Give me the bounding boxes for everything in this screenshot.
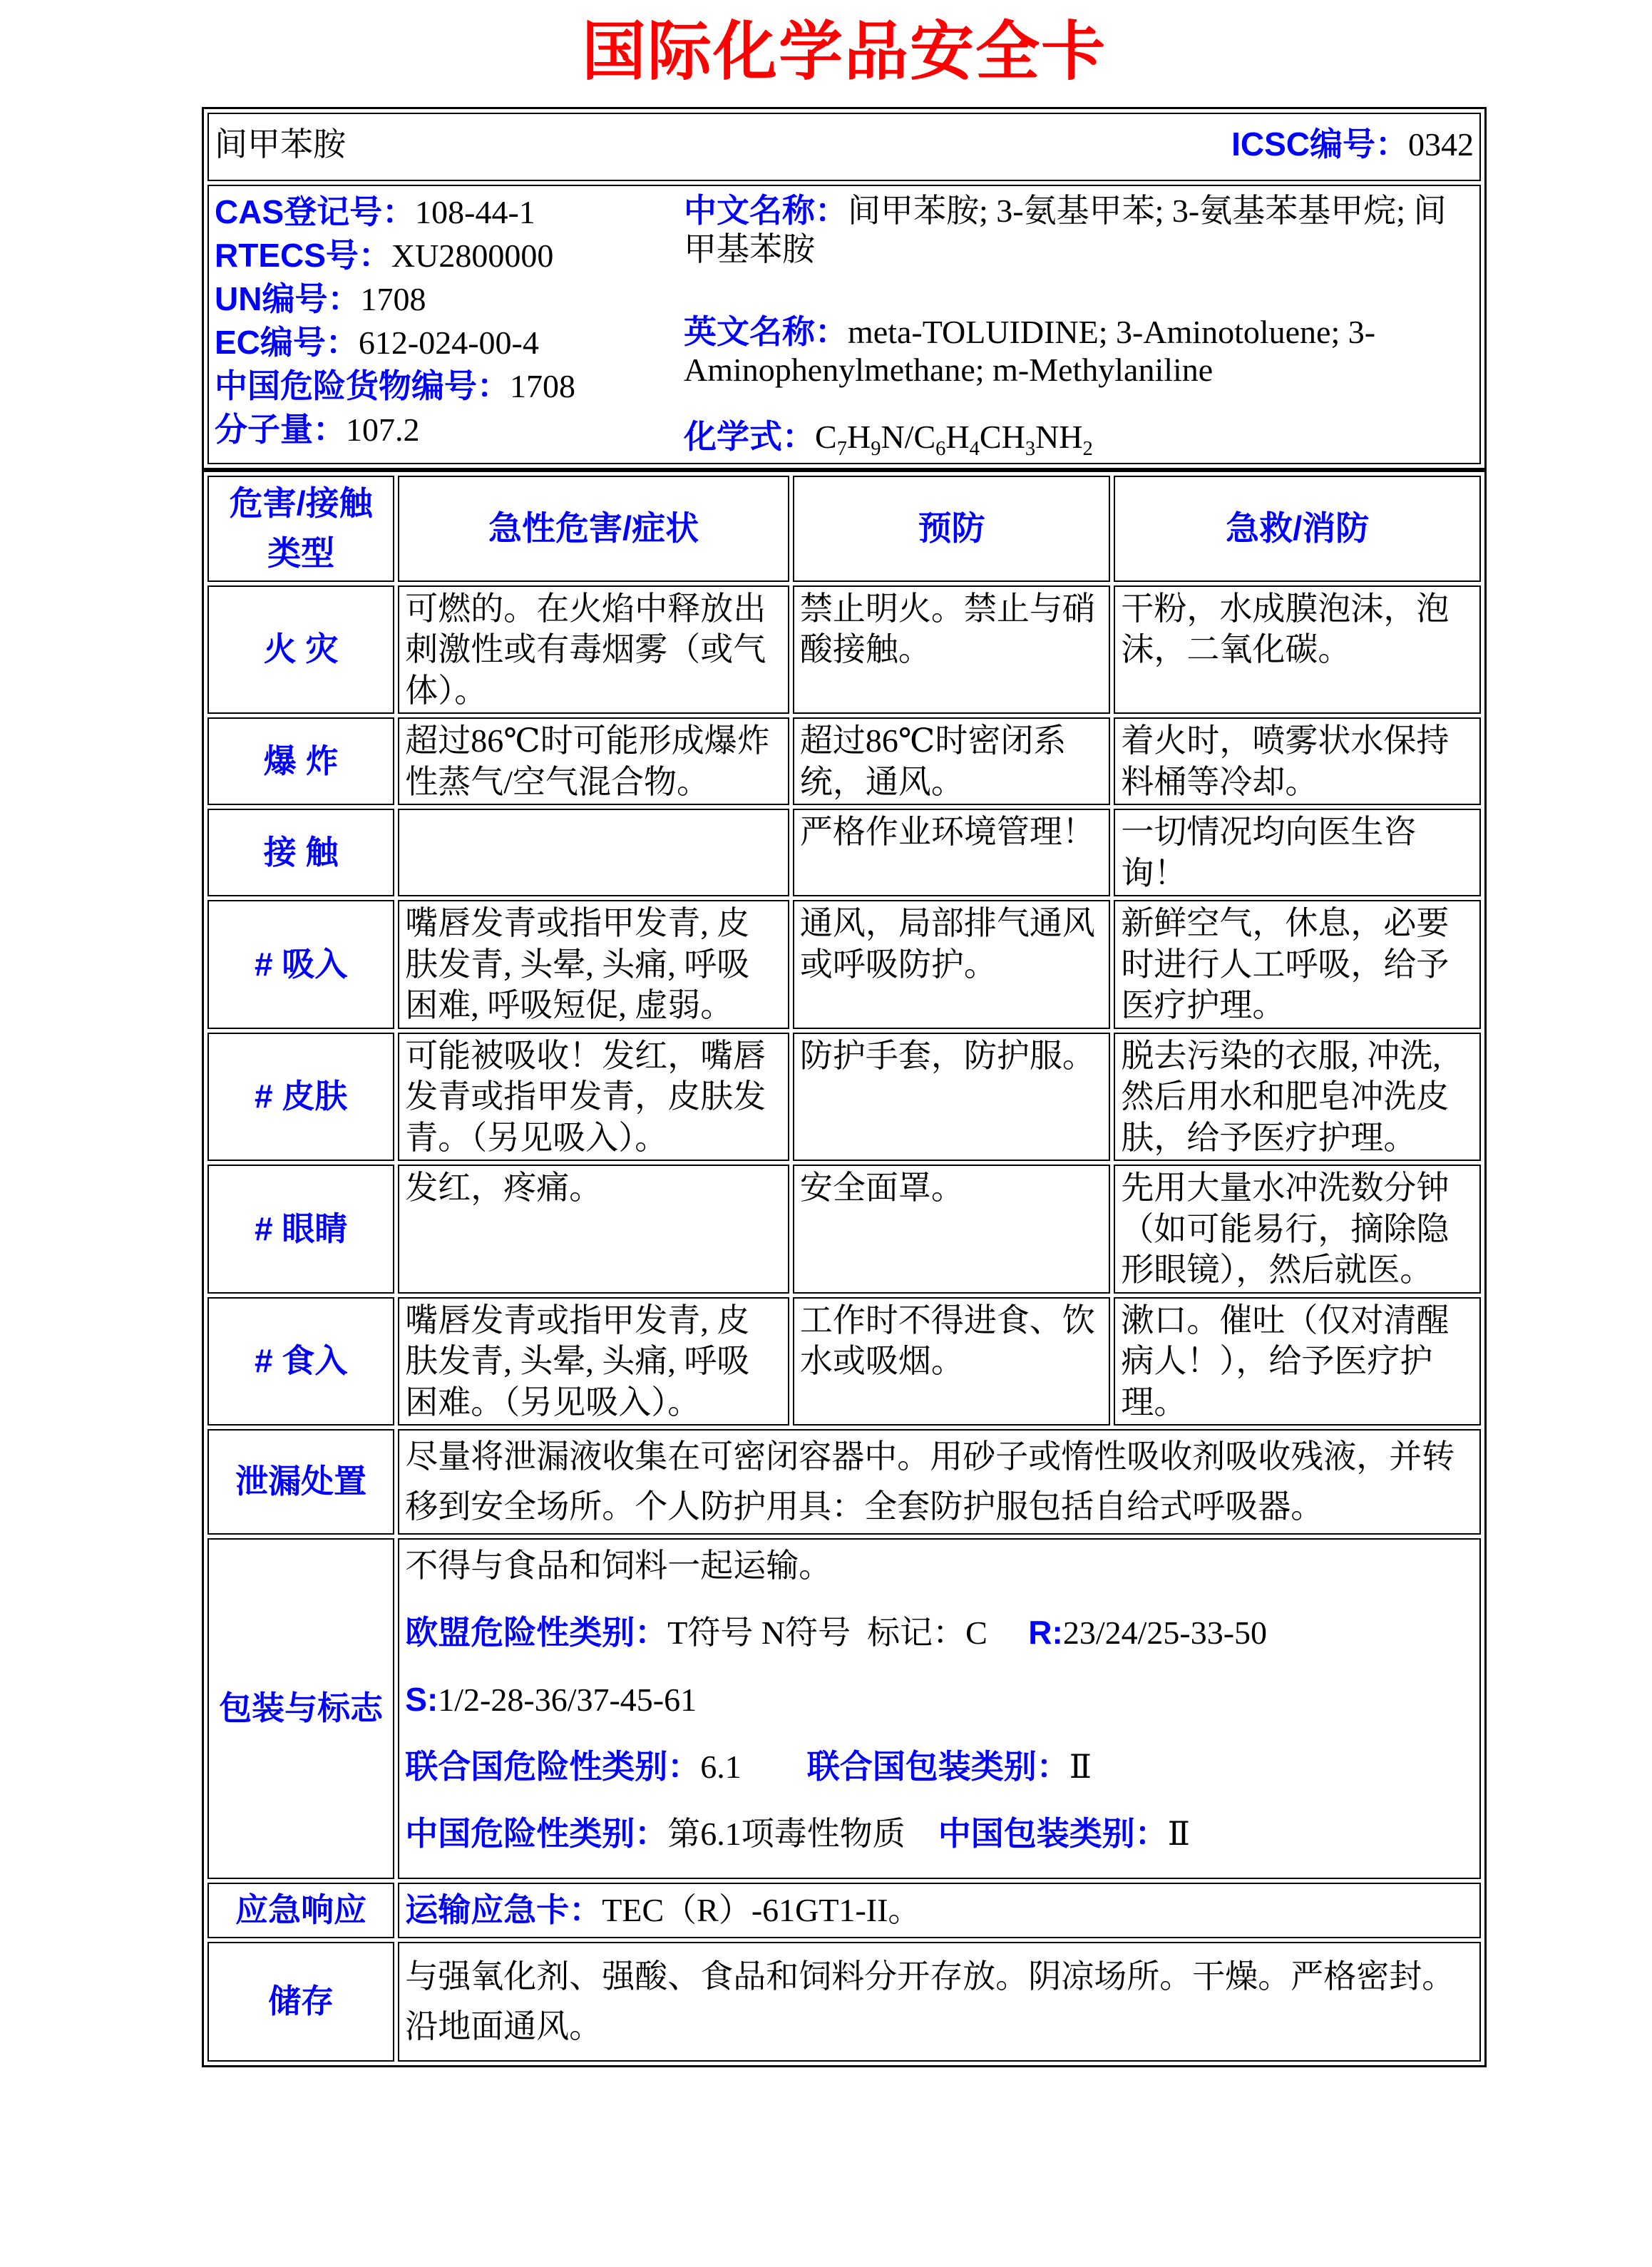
un-label: UN编号： bbox=[215, 280, 361, 317]
hazard-row-fire bbox=[207, 585, 1481, 715]
ec-number-line bbox=[215, 321, 684, 364]
eyes-label: # 眼睛 bbox=[207, 1165, 394, 1294]
hazard-row-eyes bbox=[207, 1165, 1481, 1294]
rtecs-label: RTECS号： bbox=[215, 237, 391, 274]
china-dg-label: 中国危险货物编号： bbox=[215, 367, 510, 404]
registry-numbers bbox=[215, 190, 684, 461]
chinese-name-label: 中文名称： bbox=[684, 192, 848, 229]
ingestion-first-aid: 漱口。催吐（仅对清醒病人！），给予医疗护理。 bbox=[1114, 1297, 1481, 1426]
eyes-prevention: 安全面罩。 bbox=[793, 1165, 1111, 1294]
un-number-line bbox=[215, 277, 684, 321]
emergency-label: 应急响应 bbox=[207, 1883, 394, 1938]
spill-text: 尽量将泄漏液收集在可密闭容器中。用砂子或惰性吸收剂吸收残液，并转移到安全场所。个人防护用具：全套防护服包括自给式呼吸器。 bbox=[398, 1429, 1481, 1535]
ingestion-symptoms: 嘴唇发青或指甲发青, 皮肤发青, 头晕, 头痛, 呼吸困难。（另见吸入）。 bbox=[398, 1297, 789, 1426]
substance-row bbox=[207, 113, 1481, 181]
emergency-row bbox=[207, 1883, 1481, 1938]
exposure-prevention: 严格作业环境管理！ bbox=[793, 809, 1111, 896]
chinese-name-value: 间甲苯胺; 3-氨基甲苯; 3-氨基苯基甲烷; 间甲基苯胺 bbox=[684, 193, 1447, 267]
icsc-number-group bbox=[1231, 124, 1474, 165]
fire-label: 火 灾 bbox=[207, 585, 394, 715]
hazard-header-row bbox=[207, 476, 1481, 582]
packaging-label: 包装与标志 bbox=[207, 1538, 394, 1879]
explosion-symptoms: 超过86℃时可能形成爆炸性蒸气/空气混合物。 bbox=[398, 717, 789, 805]
page-title: 国际化学品安全卡 bbox=[582, 14, 1107, 89]
formula-label: 化学式： bbox=[684, 418, 815, 456]
ingestion-prevention: 工作时不得进食、饮水或吸烟。 bbox=[793, 1297, 1111, 1426]
substance-name: 间甲苯胺 bbox=[215, 126, 346, 163]
packaging-un-line: 联合国危险性类别：6.1 联合国包装类别：Ⅱ bbox=[405, 1747, 1092, 1785]
fire-first-aid: 干粉，水成膜泡沫，泡沫，二氧化碳。 bbox=[1114, 585, 1481, 715]
storage-text: 与强氧化剂、强酸、食品和饲料分开存放。阴凉场所。干燥。严格密封。沿地面通风。 bbox=[398, 1942, 1481, 2062]
chemical-names bbox=[684, 190, 1474, 461]
eyes-first-aid: 先用大量水冲洗数分钟（如可能易行，摘除隐形眼镜），然后就医。 bbox=[1114, 1165, 1481, 1294]
eyes-symptoms: 发红，疼痛。 bbox=[398, 1165, 789, 1294]
inhalation-first-aid: 新鲜空气，休息，必要时进行人工呼吸，给予医疗护理。 bbox=[1114, 900, 1481, 1029]
packaging-s-line: S:1/2-28-36/37-45-61 bbox=[405, 1680, 697, 1718]
icsc-label: ICSC编号： bbox=[1231, 126, 1408, 163]
formula-value: $C_7H_9N/C_6H_4CH_3NH_2$ bbox=[815, 419, 1093, 461]
storage-label: 储存 bbox=[207, 1942, 394, 2062]
substance-cell bbox=[207, 113, 1481, 181]
header-first-aid: 急救/消防 bbox=[1114, 476, 1481, 582]
rtecs-value: XU2800000 bbox=[391, 237, 554, 274]
hazard-row-inhalation bbox=[207, 900, 1481, 1029]
cas-label: CAS登记号： bbox=[215, 193, 416, 230]
explosion-label: 爆 炸 bbox=[207, 717, 394, 805]
formula-paragraph bbox=[684, 418, 1474, 461]
packaging-china-line: 中国危险性类别：第6.1项毒性物质 中国包装类别：Ⅱ bbox=[405, 1814, 1191, 1852]
card-container bbox=[202, 0, 1487, 2067]
packaging-eu-line: 欧盟危险性类别：T符号 N符号 标记：C R:23/24/25-33-50 bbox=[405, 1614, 1268, 1652]
inhalation-prevention: 通风，局部排气通风或呼吸防护。 bbox=[793, 900, 1111, 1029]
inhalation-label: # 吸入 bbox=[207, 900, 394, 1029]
spill-row bbox=[207, 1429, 1481, 1535]
fire-prevention: 禁止明火。禁止与硝酸接触。 bbox=[793, 585, 1111, 715]
skin-label: # 皮肤 bbox=[207, 1033, 394, 1162]
exposure-first-aid: 一切情况均向医生咨询！ bbox=[1114, 809, 1481, 896]
ingestion-label: # 食入 bbox=[207, 1297, 394, 1426]
identifiers-cell bbox=[207, 185, 1481, 464]
exposure-label: 接 触 bbox=[207, 809, 394, 896]
header-symptoms: 急性危害/症状 bbox=[398, 476, 789, 582]
header-prevention: 预防 bbox=[793, 476, 1111, 582]
skin-first-aid: 脱去污染的衣服, 冲洗, 然后用水和肥皂冲洗皮肤，给予医疗护理。 bbox=[1114, 1033, 1481, 1162]
packaging-transport-line: 不得与食品和饲料一起运输。 bbox=[405, 1547, 832, 1585]
mol-weight-value: 107.2 bbox=[346, 411, 420, 448]
english-name-label: 英文名称： bbox=[684, 312, 848, 350]
skin-prevention: 防护手套，防护服。 bbox=[793, 1033, 1111, 1162]
fire-symptoms: 可燃的。在火焰中释放出刺激性或有毒烟雾（或气体）。 bbox=[398, 585, 789, 715]
emergency-text: 运输应急卡：TEC（R）-61GT1-II。 bbox=[398, 1883, 1481, 1938]
identifiers-layout bbox=[215, 188, 1474, 461]
hazard-table bbox=[202, 470, 1487, 2067]
explosion-first-aid: 着火时，喷雾状水保持料桶等冷却。 bbox=[1114, 717, 1481, 805]
china-dg-number-line bbox=[215, 364, 684, 408]
rtecs-number-line bbox=[215, 234, 684, 277]
china-dg-value: 1708 bbox=[510, 368, 575, 404]
un-value: 1708 bbox=[360, 281, 426, 317]
cas-value: 108-44-1 bbox=[415, 194, 535, 230]
hazard-row-exposure bbox=[207, 809, 1481, 896]
ec-value: 612-024-00-4 bbox=[358, 324, 539, 361]
mol-weight-line bbox=[215, 408, 684, 451]
mol-weight-label: 分子量： bbox=[215, 411, 346, 448]
inhalation-symptoms: 嘴唇发青或指甲发青, 皮肤发青, 头晕, 头痛, 呼吸困难, 呼吸短促, 虚弱。 bbox=[398, 900, 789, 1029]
identifiers-row bbox=[207, 185, 1481, 464]
english-name-value: meta-TOLUIDINE; 3-Aminotoluene; 3-Aminophenylmethane; m-Methylaniline bbox=[684, 313, 1376, 389]
icsc-number: 0342 bbox=[1408, 126, 1474, 163]
ec-label: EC编号： bbox=[215, 324, 359, 361]
header-hazard-type: 危害/接触类型 bbox=[207, 476, 394, 582]
english-name-paragraph bbox=[684, 313, 1474, 390]
spill-label: 泄漏处置 bbox=[207, 1429, 394, 1535]
exposure-symptoms bbox=[398, 809, 789, 896]
storage-row bbox=[207, 1942, 1481, 2062]
packaging-row bbox=[207, 1538, 1481, 1879]
identification-table bbox=[202, 107, 1487, 470]
explosion-prevention: 超过86℃时密闭系统，通风。 bbox=[793, 717, 1111, 805]
skin-symptoms: 可能被吸收！发红，嘴唇发青或指甲发青，皮肤发青。（另见吸入）。 bbox=[398, 1033, 789, 1162]
packaging-text bbox=[398, 1538, 1481, 1879]
chinese-name-paragraph bbox=[684, 192, 1474, 269]
hazard-row-skin bbox=[207, 1033, 1481, 1162]
hazard-row-ingestion bbox=[207, 1297, 1481, 1426]
hazard-row-explosion bbox=[207, 717, 1481, 805]
substance-toprow bbox=[215, 116, 1474, 174]
cas-number-line bbox=[215, 190, 684, 234]
